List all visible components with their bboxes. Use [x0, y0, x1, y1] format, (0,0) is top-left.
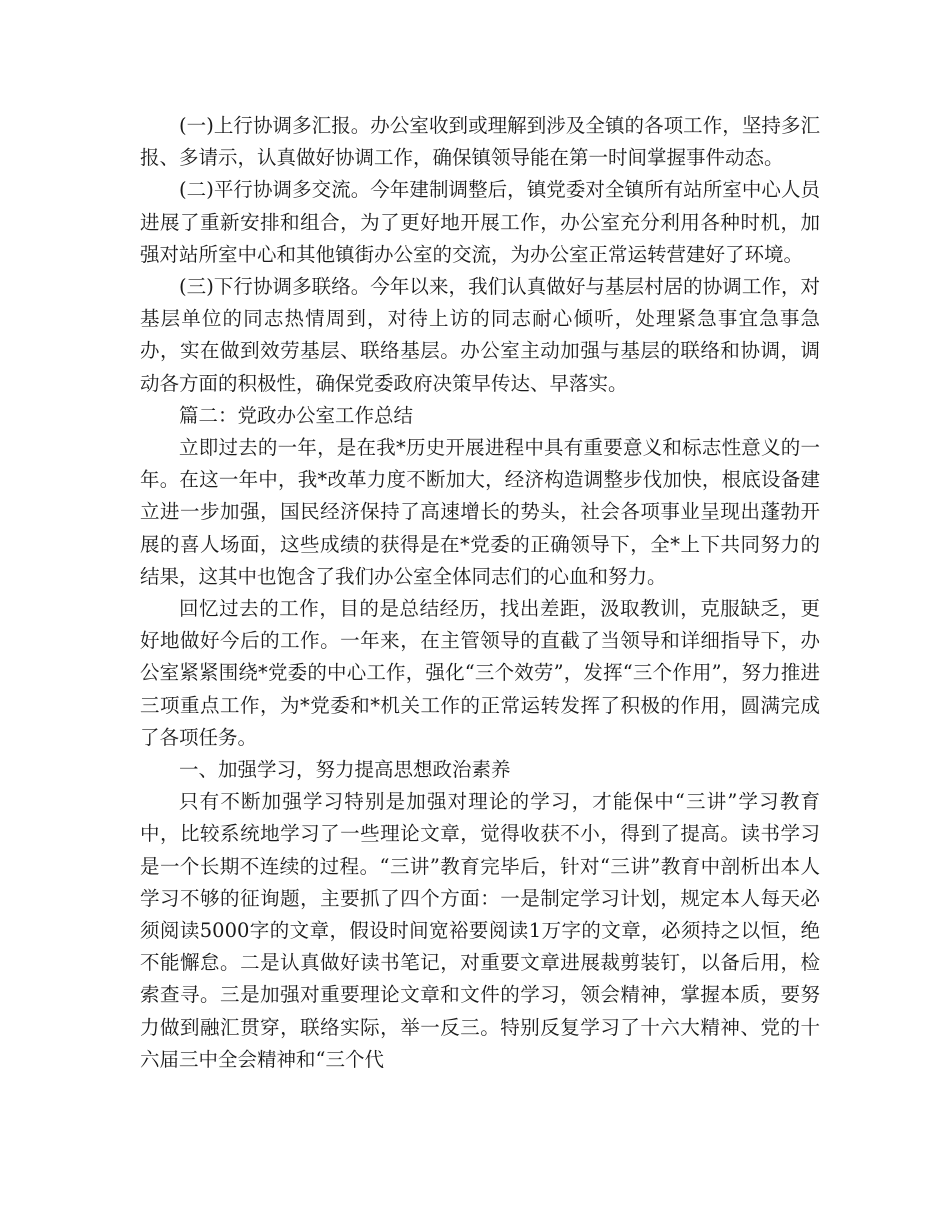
document-body [140, 110, 820, 1076]
paragraph-upward-coordination: (一)上行协调多汇报。办公室收到或理解到涉及全镇的各项工作，坚持多汇报、多请示，认真做好协调工作，确保镇领导能在第一时间掌握事件动态。 [140, 114, 820, 170]
section-heading-study: 一、加强学习，努力提高思想政治素养 [179, 758, 511, 782]
paragraph-parallel-coordination: (二)平行协调多交流。今年建制调整后，镇党委对全镇所有站所室中心人员进展了重新安排和组合，为了更好地开展工作，办公室充分利用各种时机，加强对站所室中心和其他镇街办公室的交流，为办公室正常运转营建好了环境。 [140, 178, 820, 266]
section-heading-part-two: 篇二：党政办公室工作总结 [179, 403, 414, 427]
paragraph-recollection: 回忆过去的工作，目的是总结经历，找出差距，汲取教训，克服缺乏，更好地做好今后的工作。一年来，在主管领导的直截了当领导和详细指导下，办公室紧紧围绕*党委的中心工作，强化“三个效劳”，发挥“三个作用”，努力推进三项重点工作，为*党委和*机关工作的正常运转发挥了积极的作用，圆满完成了各项任务。 [140, 597, 820, 749]
paragraph-study-details: 只有不断加强学习特别是加强对理论的学习，才能保中“三讲”学习教育中，比较系统地学习了一些理论文章，觉得收获不小，得到了提高。读书学习是一个长期不连续的过程。“三讲”教育完毕后，针对“三讲”教育中剖析出本人学习不够的征询题，主要抓了四个方面：一是制定学习计划，规定本人每天必须阅读5000字的文章，假设时间宽裕要阅读1万字的文章，必须持之以恒，绝不能懈怠。二是认真做好读书笔记，对重要文章进展裁剪装钉，以备后用，检索查寻。三是加强对重要理论文章和文件的学习，领会精神，掌握本质，要努力做到融汇贯穿，联络实际，举一反三。特别反复学习了十六大精神、党的十六届三中全会精神和“三个代 [140, 790, 820, 1071]
paragraph-year-review: 立即过去的一年，是在我*历史开展进程中具有重要意义和标志性意义的一年。在这一年中，我*改革力度不断加大，经济构造调整步伐加快，根底设备建立进一步加强，国民经济保持了高速增长的势头，社会各项事业呈现出蓬勃开展的喜人场面，这些成绩的获得是在*党委的正确领导下，全*上下共同努力的结果，这其中也饱含了我们办公室全体同志们的心血和努力。 [140, 436, 820, 588]
paragraph-downward-coordination: (三)下行协调多联络。今年以来，我们认真做好与基层村居的协调工作，对基层单位的同志热情周到，对待上访的同志耐心倾听，处理紧急事宜急事急办，实在做到效劳基层、联络基层。办公室主动加强与基层的联络和协调，调动各方面的积极性，确保党委政府决策早传达、早落实。 [140, 275, 820, 395]
